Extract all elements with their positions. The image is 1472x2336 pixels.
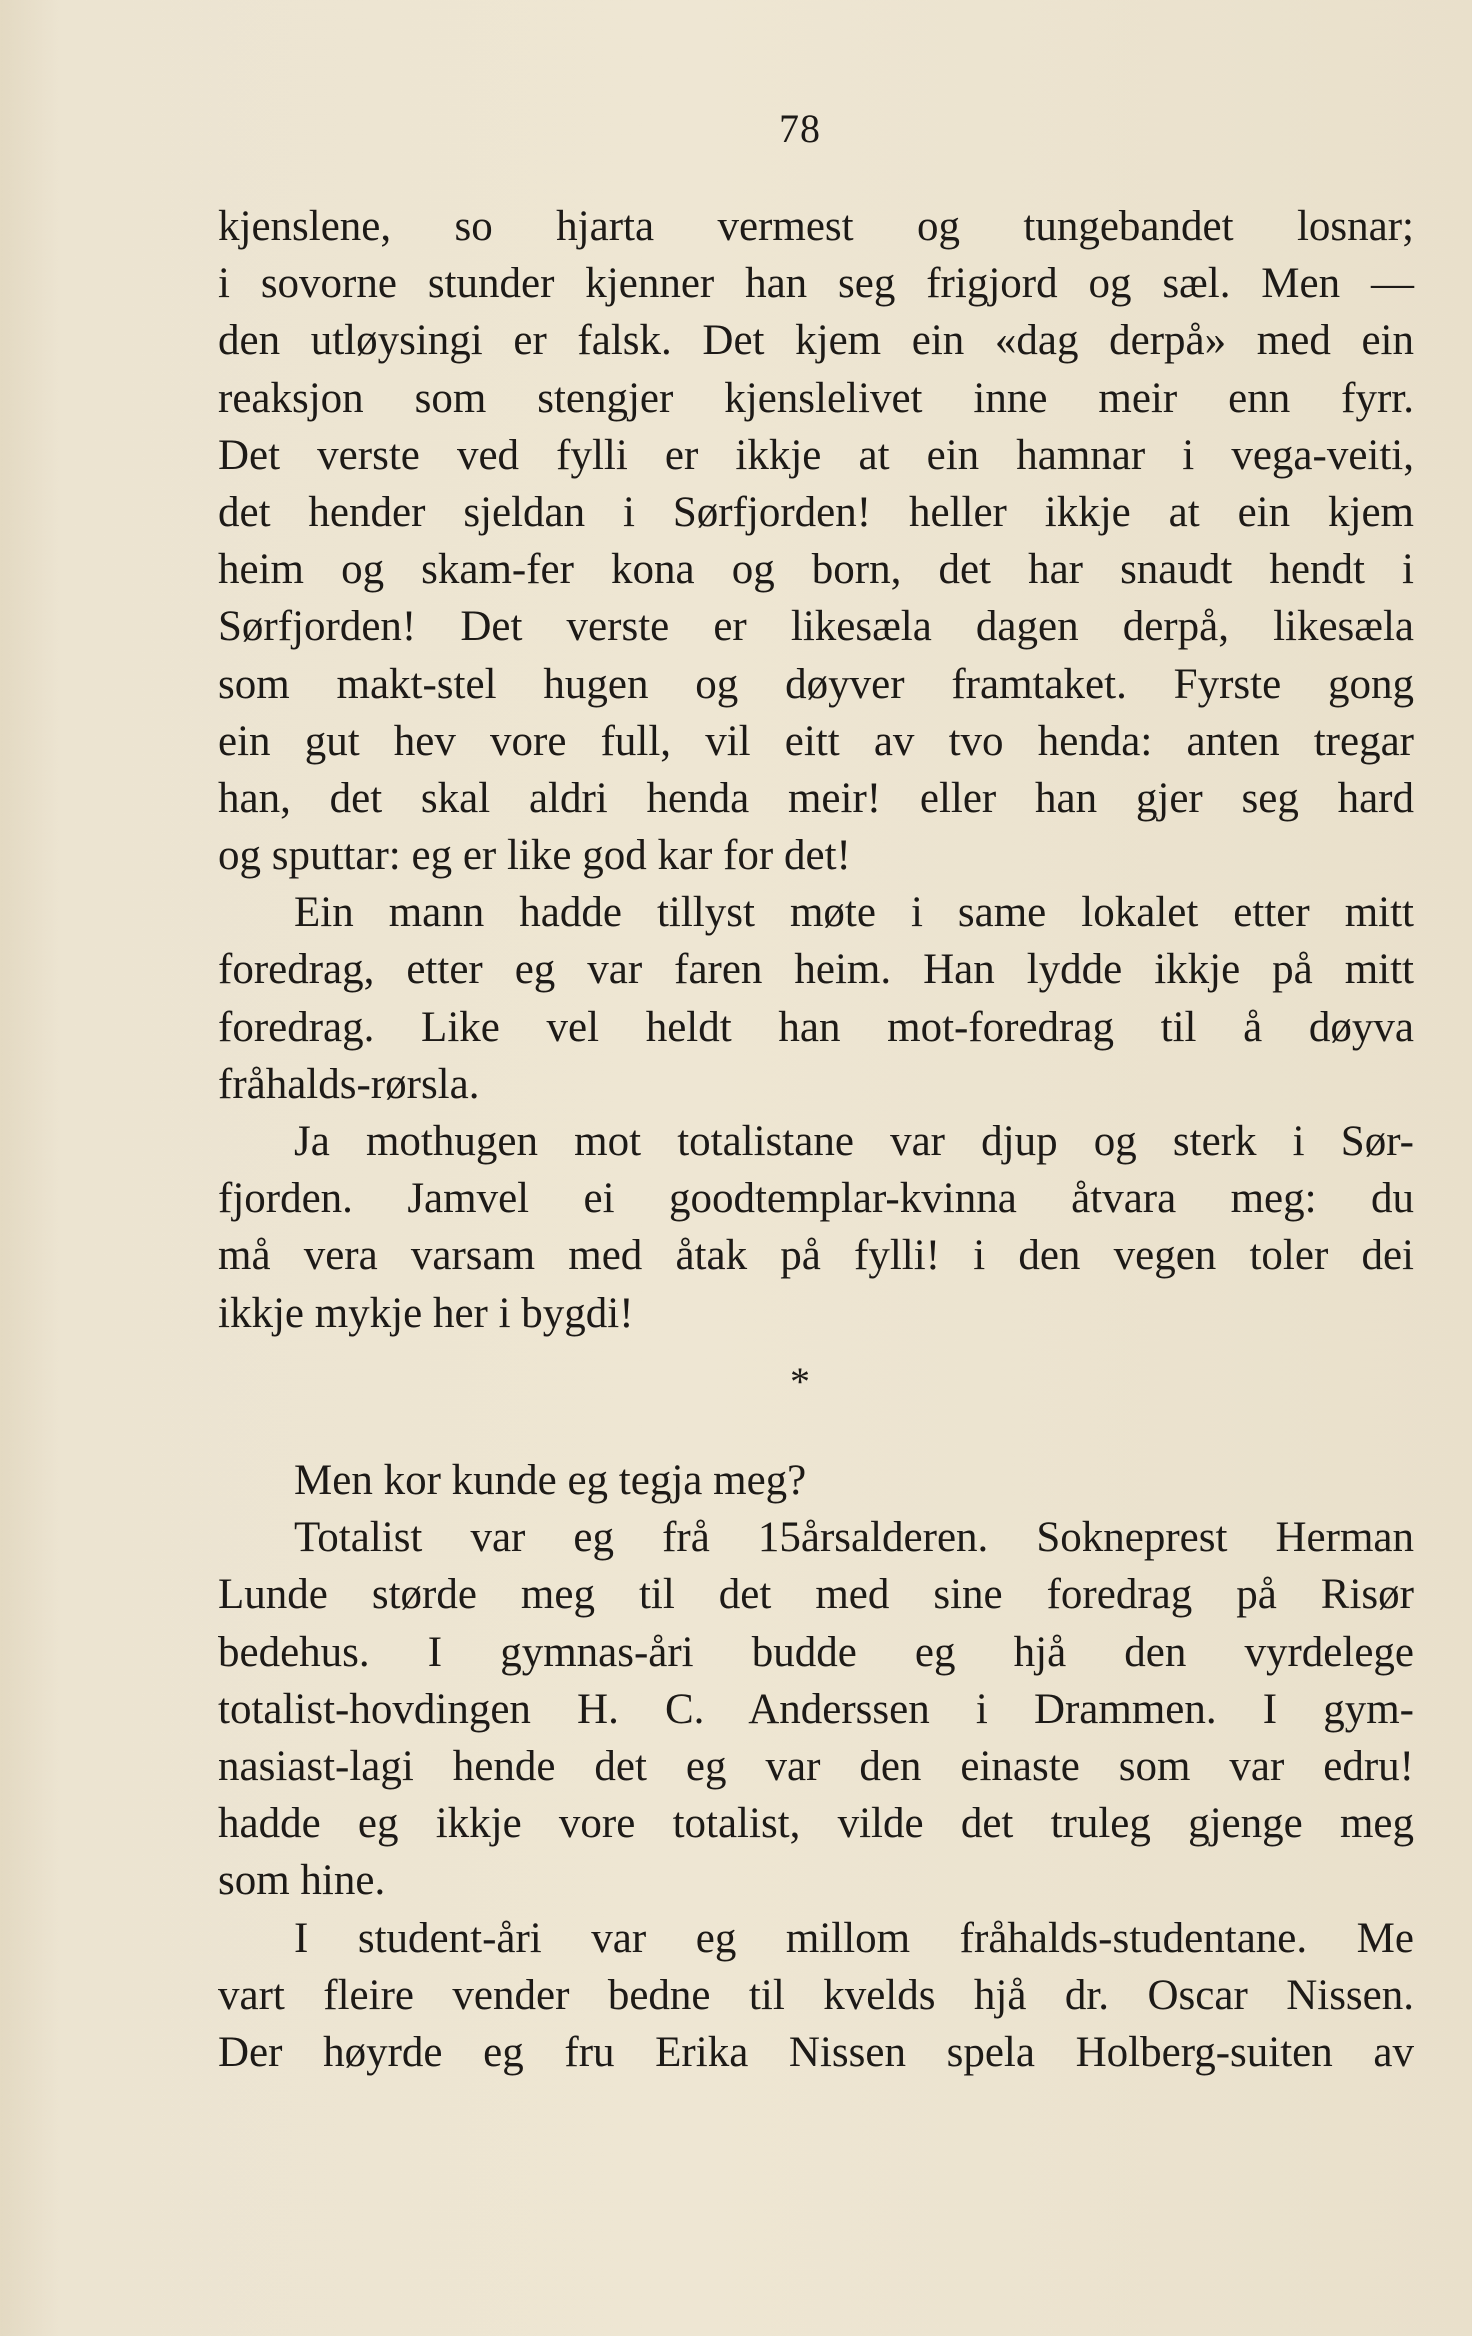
section-two: [218, 1452, 1414, 2081]
section-one: [218, 198, 1414, 1342]
text-line: Men kor kunde eg tegja meg?: [294, 1457, 807, 1504]
text-line: reaksjon som stengjer kjenslelivet inne meir enn fyrr.: [218, 374, 1414, 422]
text-line: vart fleire vender bedne til kvelds hjå dr. Oscar Nissen.: [218, 1971, 1414, 2019]
text-line: må vera varsam med åtak på fylli! i den vegen toler dei: [218, 1232, 1414, 1280]
text-line: som makt-stel hugen og døyver framtaket. Fyrste gong: [218, 660, 1414, 708]
text-line: som hine.: [218, 1857, 386, 1905]
text-line: totalist-hovdingen H. C. Anderssen i Drammen. I gym-: [218, 1685, 1414, 1733]
paragraph-6: [218, 1910, 1414, 2082]
text-line: foredrag, etter eg var faren heim. Han lydde ikkje på mitt: [218, 946, 1414, 994]
paragraph-2: [218, 884, 1414, 1113]
text-line: i sovorne stunder kjenner han seg frigjord og sæl. Men —: [218, 260, 1414, 308]
paragraph-4: [218, 1452, 1414, 1509]
text-line: ikkje mykje her i bygdi!: [218, 1289, 634, 1337]
paragraph-1: [218, 198, 1414, 884]
text-line: og sputtar: eg er like god kar for det!: [218, 832, 851, 880]
text-line: den utløysingi er falsk. Det kjem ein «dag derpå» med ein: [218, 317, 1414, 365]
text-line: I student-åri var eg millom fråhalds-studentane. Me: [294, 1914, 1414, 1962]
text-line: Sørfjorden! Det verste er likesæla dagen derpå, likesæla: [218, 603, 1414, 651]
text-line: bedehus. I gymnas-åri budde eg hjå den vyrdelege: [218, 1628, 1414, 1676]
text-line: hadde eg ikkje vore totalist, vilde det truleg gjenge meg: [218, 1800, 1414, 1848]
text-line: Der høyrde eg fru Erika Nissen spela Holberg-suiten av: [218, 2028, 1414, 2076]
text-line: Ja mothugen mot totalistane var djup og sterk i Sør-: [294, 1118, 1414, 1165]
text-line: foredrag. Like vel heldt han mot-foredrag til å døyva: [218, 1003, 1414, 1051]
text-line: Totalist var eg frå 15årsalderen. Sokneprest Herman: [294, 1514, 1414, 1562]
text-line: heim og skam-fer kona og born, det har snaudt hendt i: [218, 546, 1414, 594]
text-line: kjenslene, so hjarta vermest og tungebandet losnar;: [218, 203, 1414, 250]
text-line: det hender sjeldan i Sørfjorden! heller ikkje at ein kjem: [218, 488, 1414, 536]
text-line: fråhalds-rørsla.: [218, 1060, 480, 1108]
text-line: Lunde størde meg til det med sine foredrag på Risør: [218, 1571, 1414, 1619]
text-line: nasiast-lagi hende det eg var den einaste som var edru!: [218, 1742, 1414, 1790]
text-line: han, det skal aldri henda meir! eller han gjer seg hard: [218, 774, 1414, 822]
page-number: 78: [779, 106, 821, 151]
text-line: Det verste ved fylli er ikkje at ein hamnar i vega-veiti,: [218, 431, 1414, 479]
text-line: fjorden. Jamvel ei goodtemplar-kvinna åtvara meg: du: [218, 1175, 1414, 1223]
section-separator: *: [790, 1359, 810, 1404]
paragraph-3: [218, 1113, 1414, 1342]
paragraph-5: [218, 1509, 1414, 1909]
text-line: Ein mann hadde tillyst møte i same lokalet etter mitt: [294, 889, 1414, 937]
text-line: ein gut hev vore full, vil eitt av tvo henda: anten tregar: [218, 717, 1414, 765]
